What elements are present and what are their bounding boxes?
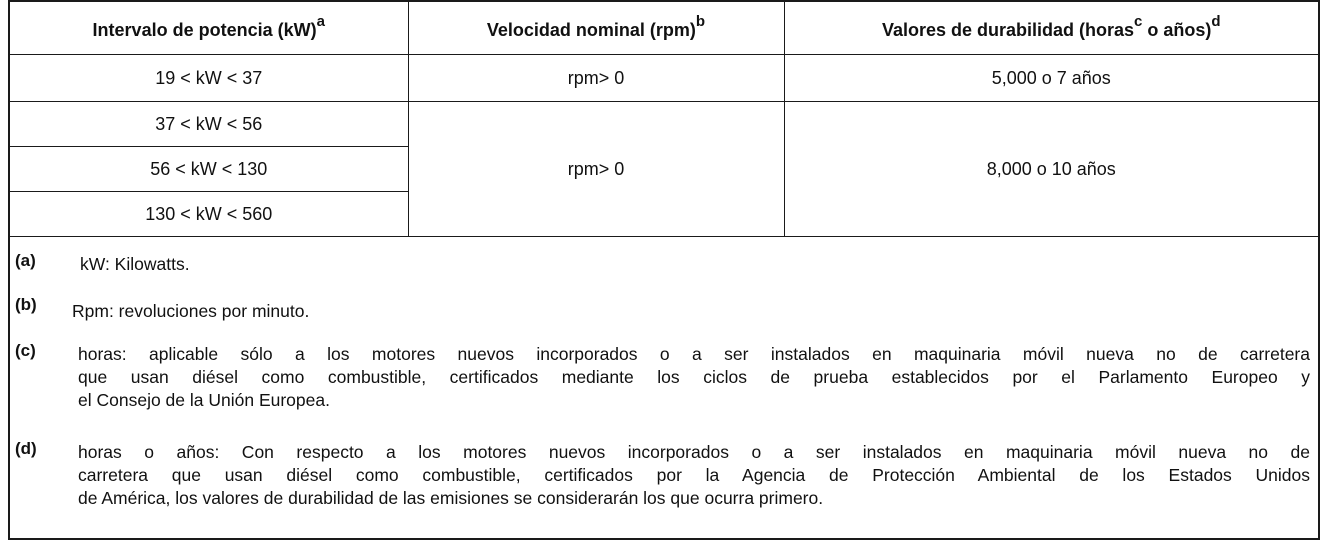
power-range-cell: 130 < kW < 560 (10, 192, 408, 237)
footnote-letter: (b) (15, 295, 37, 314)
footnote-letter: (a) (15, 251, 36, 270)
header-power-range: Intervalo de potencia (kW)$^a$ (10, 2, 408, 55)
power-range-cell: 37 < kW < 56 (10, 102, 408, 147)
footnote-b (10, 293, 1318, 321)
footnote-text-line: de América, los valores de durabilidad de las emisiones se considerarán los que ocurra primero. (78, 488, 824, 508)
footnote-text-line: horas o años: Con respecto a los motores nuevos incorporados o a ser instalados en maquinaria móvil nueva no de (78, 442, 1310, 462)
footnote-d (10, 437, 1318, 517)
footnote-a (10, 249, 1318, 273)
durability-table-document (8, 0, 1320, 540)
durability-cell: 5,000 o 7 años (784, 55, 1318, 102)
footnote-c (10, 339, 1318, 419)
table-header-row (10, 2, 1318, 55)
power-range-cell: 19 < kW < 37 (10, 55, 408, 102)
footnote-letter: (c) (15, 341, 36, 360)
table-row (10, 55, 1318, 102)
rpm-cell: rpm> 0 (408, 102, 784, 237)
header-durability-values: Valores de durabilidad (horas$^c$ o años)$^d$ (784, 2, 1318, 55)
table-row (10, 102, 1318, 147)
footnote-letter: (d) (15, 439, 37, 458)
footnote-text: Rpm: revoluciones por minuto. (72, 301, 310, 321)
rpm-cell: rpm> 0 (408, 55, 784, 102)
footnote-text-line: el Consejo de la Unión Europea. (78, 390, 330, 410)
durability-cell: 8,000 o 10 años (784, 102, 1318, 237)
footnotes (10, 236, 1318, 508)
footnote-text: kW: Kilowatts. (80, 254, 190, 274)
durability-table (10, 2, 1318, 237)
power-range-cell: 56 < kW < 130 (10, 147, 408, 192)
footnote-text-line: que usan diésel como combustible, certificados mediante los ciclos de prueba establecidos por el Parlamento Europeo y (78, 367, 1310, 387)
header-nominal-speed: Velocidad nominal (rpm)$^b$ (408, 2, 784, 55)
footnote-text-line: carretera que usan diésel como combustible, certificados por la Agencia de Protección Ambiental de los Estados Unidos (78, 465, 1310, 485)
footnote-text-line: horas: aplicable sólo a los motores nuevos incorporados o a ser instalados en maquinaria móvil nueva no de carretera (78, 344, 1310, 364)
